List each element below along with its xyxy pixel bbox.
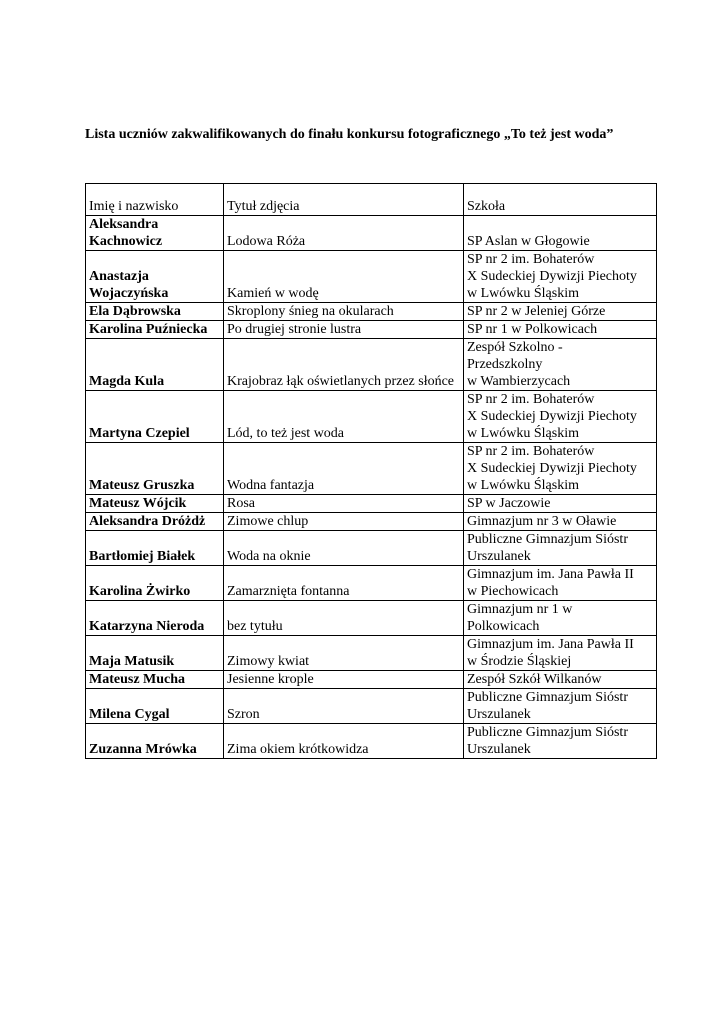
table-row (86, 636, 657, 671)
school-cell: SP nr 1 w Polkowicach (464, 321, 657, 339)
photo-title-cell: Zima okiem krótkowidza (224, 724, 464, 759)
table-row (86, 391, 657, 443)
photo-title-cell: Zimowe chlup (224, 513, 464, 531)
student-name-cell: Karolina Żwirko (86, 566, 224, 601)
student-name-cell: Katarzyna Nieroda (86, 601, 224, 636)
student-name-cell: Mateusz Wójcik (86, 495, 224, 513)
table-row (86, 566, 657, 601)
student-name-cell: Ela Dąbrowska (86, 303, 224, 321)
school-cell: Gimnazjum im. Jana Pawła II w Piechowicach (464, 566, 657, 601)
student-name-cell: Aleksandra Dróżdż (86, 513, 224, 531)
student-name-cell: Milena Cygal (86, 689, 224, 724)
photo-title-cell: Krajobraz łąk oświetlanych przez słońce (224, 339, 464, 391)
school-cell: Gimnazjum nr 3 w Oławie (464, 513, 657, 531)
school-cell: Publiczne Gimnazjum Sióstr Urszulanek (464, 724, 657, 759)
table-row (86, 339, 657, 391)
header-photo-title: Tytuł zdjęcia (224, 184, 464, 216)
student-name-cell: Zuzanna Mrówka (86, 724, 224, 759)
student-name-cell: Mateusz Gruszka (86, 443, 224, 495)
table-row (86, 443, 657, 495)
header-name: Imię i nazwisko (86, 184, 224, 216)
photo-title-cell: Kamień w wodę (224, 251, 464, 303)
school-cell: SP Aslan w Głogowie (464, 216, 657, 251)
school-cell: SP nr 2 im. Bohaterów X Sudeckiej Dywizji Piechoty w Lwówku Śląskim (464, 251, 657, 303)
header-school: Szkoła (464, 184, 657, 216)
table-row (86, 495, 657, 513)
table-row (86, 321, 657, 339)
photo-title-cell: Jesienne krople (224, 671, 464, 689)
school-cell: Gimnazjum nr 1 w Polkowicach (464, 601, 657, 636)
table-row (86, 671, 657, 689)
photo-title-cell: Rosa (224, 495, 464, 513)
photo-title-cell: Lód, to też jest woda (224, 391, 464, 443)
student-name-cell: Aleksandra Kachnowicz (86, 216, 224, 251)
school-cell: Zespół Szkolno - Przedszkolny w Wambierzycach (464, 339, 657, 391)
table-row (86, 303, 657, 321)
photo-title-cell: Lodowa Róża (224, 216, 464, 251)
student-name-cell: Martyna Czepiel (86, 391, 224, 443)
table-row (86, 531, 657, 566)
photo-title-cell: Woda na oknie (224, 531, 464, 566)
table-row (86, 513, 657, 531)
table-row (86, 601, 657, 636)
school-cell: SP nr 2 im. Bohaterów X Sudeckiej Dywizji Piechoty w Lwówku Śląskim (464, 443, 657, 495)
finalists-table (85, 183, 657, 759)
school-cell: SP w Jaczowie (464, 495, 657, 513)
table-header-row (86, 184, 657, 216)
student-name-cell: Bartłomiej Białek (86, 531, 224, 566)
school-cell: Publiczne Gimnazjum Sióstr Urszulanek (464, 689, 657, 724)
student-name-cell: Maja Matusik (86, 636, 224, 671)
school-cell: SP nr 2 im. Bohaterów X Sudeckiej Dywizji Piechoty w Lwówku Śląskim (464, 391, 657, 443)
table-row (86, 251, 657, 303)
school-cell: Zespół Szkół Wilkanów (464, 671, 657, 689)
document-title: Lista uczniów zakwalifikowanych do finału konkursu fotograficznego „To też jest woda” (85, 127, 614, 142)
student-name-cell: Anastazja Wojaczyńska (86, 251, 224, 303)
table-row (86, 724, 657, 759)
student-name-cell: Magda Kula (86, 339, 224, 391)
table-row (86, 216, 657, 251)
photo-title-cell: Skroplony śnieg na okularach (224, 303, 464, 321)
photo-title-cell: Zimowy kwiat (224, 636, 464, 671)
table-body (86, 184, 657, 759)
photo-title-cell: Po drugiej stronie lustra (224, 321, 464, 339)
school-cell: Gimnazjum im. Jana Pawła II w Środzie Śląskiej (464, 636, 657, 671)
school-cell: Publiczne Gimnazjum Sióstr Urszulanek (464, 531, 657, 566)
photo-title-cell: Wodna fantazja (224, 443, 464, 495)
photo-title-cell: Zamarznięta fontanna (224, 566, 464, 601)
table-row (86, 689, 657, 724)
school-cell: SP nr 2 w Jeleniej Górze (464, 303, 657, 321)
student-name-cell: Mateusz Mucha (86, 671, 224, 689)
student-name-cell: Karolina Puźniecka (86, 321, 224, 339)
photo-title-cell: Szron (224, 689, 464, 724)
photo-title-cell: bez tytułu (224, 601, 464, 636)
